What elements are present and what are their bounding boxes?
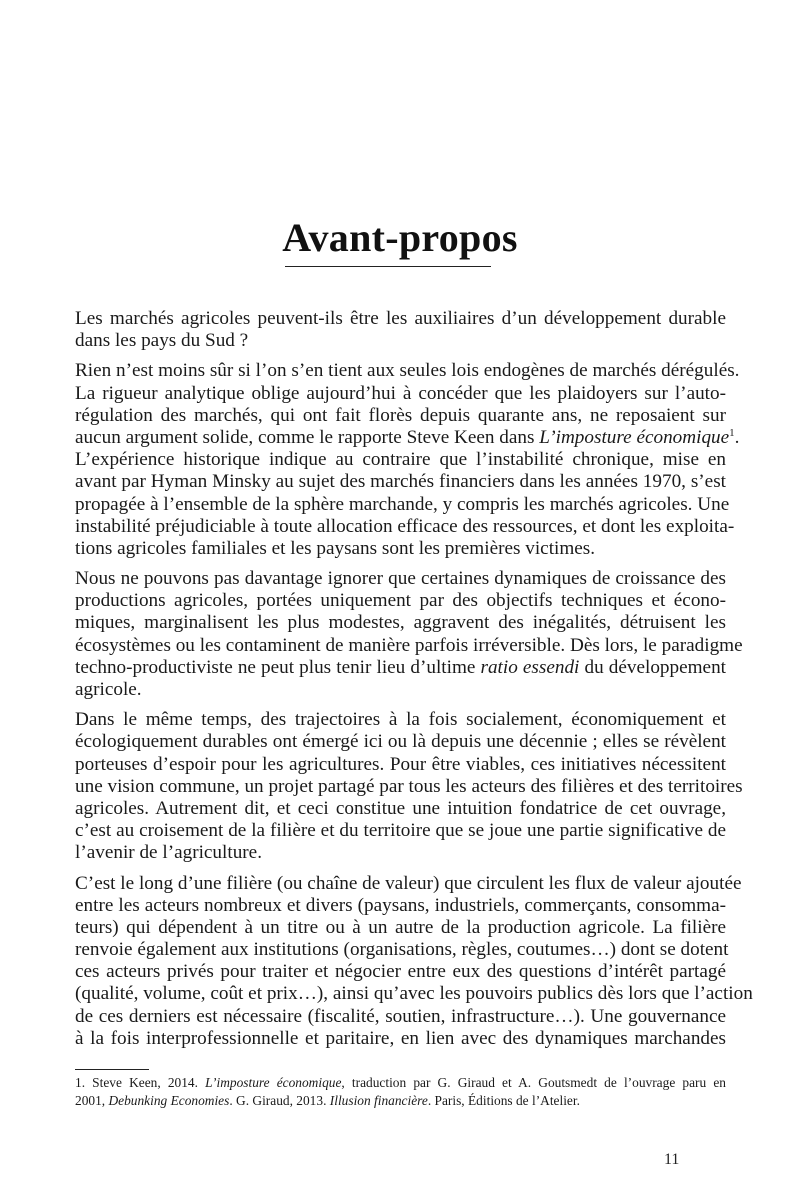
text-line: L’expérience historique indique au contraire que l’instabilité chronique, mise en: [75, 449, 726, 471]
text-line: teurs) qui dépendent à un titre ou à un autre de la production agricole. La filière: [75, 916, 726, 938]
italic-title: ratio essendi: [480, 656, 580, 678]
page-number: 11: [664, 1151, 680, 1168]
text-line: c’est au croisement de la filière et du territoire que se joue une partie significative de: [75, 820, 726, 842]
text-line: aucun argument solide, comme le rapporte Steve Keen dans L’imposture économique$^1$.: [75, 426, 740, 448]
text-line: régulation des marchés, qui ont fait florès depuis quarante ans, ne reposaient sur: [75, 404, 726, 426]
text-line: Dans le même temps, des trajectoires à la fois socialement, économiquement et: [75, 709, 726, 731]
footnote-reference[interactable]: 1: [729, 426, 735, 439]
text-line: avant par Hyman Minsky au sujet des marchés financiers dans les années 1970, s’est: [75, 471, 726, 493]
text-line: agricoles. Autrement dit, et ceci constitue une intuition fondatrice de cet ouvrage,: [75, 797, 726, 819]
text-line: La rigueur analytique oblige aujourd’hui à concéder que les plaidoyers sur l’auto-: [75, 382, 726, 404]
paragraph: [75, 872, 753, 1051]
text-line: ces acteurs privés pour traiter et négocier entre eux des questions d’intérêt partagé: [75, 961, 726, 983]
text-line: productions agricoles, portées uniquement par des objectifs techniques et écono-: [75, 590, 726, 612]
paragraph: [75, 360, 740, 560]
text-line: instabilité préjudiciable à toute allocation efficace des ressources, et dont les exploita-: [75, 515, 735, 537]
italic-title: L’imposture économique: [539, 426, 730, 448]
text-line: propagée à l’ensemble de la sphère marchande, y compris les marchés agricoles. Une: [75, 493, 730, 515]
footnote-line-1: 1. Steve Keen, 2014. L’imposture économique, traduction par G. Giraud et A. Goutsmedt de l’ouvrage paru en: [75, 1075, 726, 1090]
text-line: de ces derniers est nécessaire (fiscalité, soutien, infrastructure…). Une gouvernance: [75, 1005, 726, 1027]
footnote: [75, 1074, 726, 1110]
text-line: agricole.: [75, 679, 142, 700]
paragraph: [75, 308, 726, 352]
paragraph: [75, 709, 743, 864]
text-line: à la fois interprofessionnelle et paritaire, en lien avec des dynamiques marchandes: [75, 1027, 726, 1049]
title-underline: [285, 266, 491, 267]
text-line: (qualité, volume, coût et prix…), ainsi qu’avec les pouvoirs publics dès lors que l’action: [75, 983, 753, 1005]
text-line: tions agricoles familiales et les paysans sont les premières victimes.: [75, 537, 596, 559]
footnote-line-2: 2001, Debunking Economies. G. Giraud, 2013. Illusion financière. Paris, Éditions de l’Atelier.: [75, 1093, 580, 1108]
text-line: miques, marginalisent les plus modestes, aggravent des inégalités, détruisent les: [75, 612, 726, 634]
paragraph: [75, 568, 743, 701]
text-line: porteuses d’espoir pour les agricultures. Pour être viables, ces initiatives nécessitent: [75, 753, 726, 775]
text-line: une vision commune, un projet partagé par tous les acteurs des filières et des territoires: [75, 775, 743, 797]
text-line: C’est le long d’une filière (ou chaîne de valeur) que circulent les flux de valeur ajoutée: [75, 872, 742, 894]
text-line: l’avenir de l’agriculture.: [75, 842, 262, 864]
text-line: techno-productiviste ne peut plus tenir lieu d’ultime ratio essendi du développement: [75, 656, 726, 678]
text-line: Rien n’est moins sûr si l’on s’en tient aux seules lois endogènes de marchés dérégulés.: [75, 360, 740, 382]
text-line: entre les acteurs nombreux et divers (paysans, industriels, commerçants, consomma-: [75, 894, 726, 916]
text-line: Nous ne pouvons pas davantage ignorer que certaines dynamiques de croissance des: [75, 568, 726, 590]
text-line: écologiquement durables ont émergé ici ou là depuis une décennie ; elles se révèlent: [75, 731, 726, 753]
text-line: Les marchés agricoles peuvent-ils être les auxiliaires d’un développement durable: [75, 308, 726, 329]
text-line: dans les pays du Sud ?: [75, 330, 249, 352]
body-text: [75, 308, 753, 1058]
text-line: renvoie également aux institutions (organisations, règles, coutumes…) dont se dotent: [75, 939, 729, 961]
footnote-separator: [75, 1069, 149, 1070]
page-title: Avant-propos: [282, 215, 518, 260]
text-line: écosystèmes ou les contaminent de manière parfois irréversible. Dès lors, le paradigme: [75, 634, 743, 656]
